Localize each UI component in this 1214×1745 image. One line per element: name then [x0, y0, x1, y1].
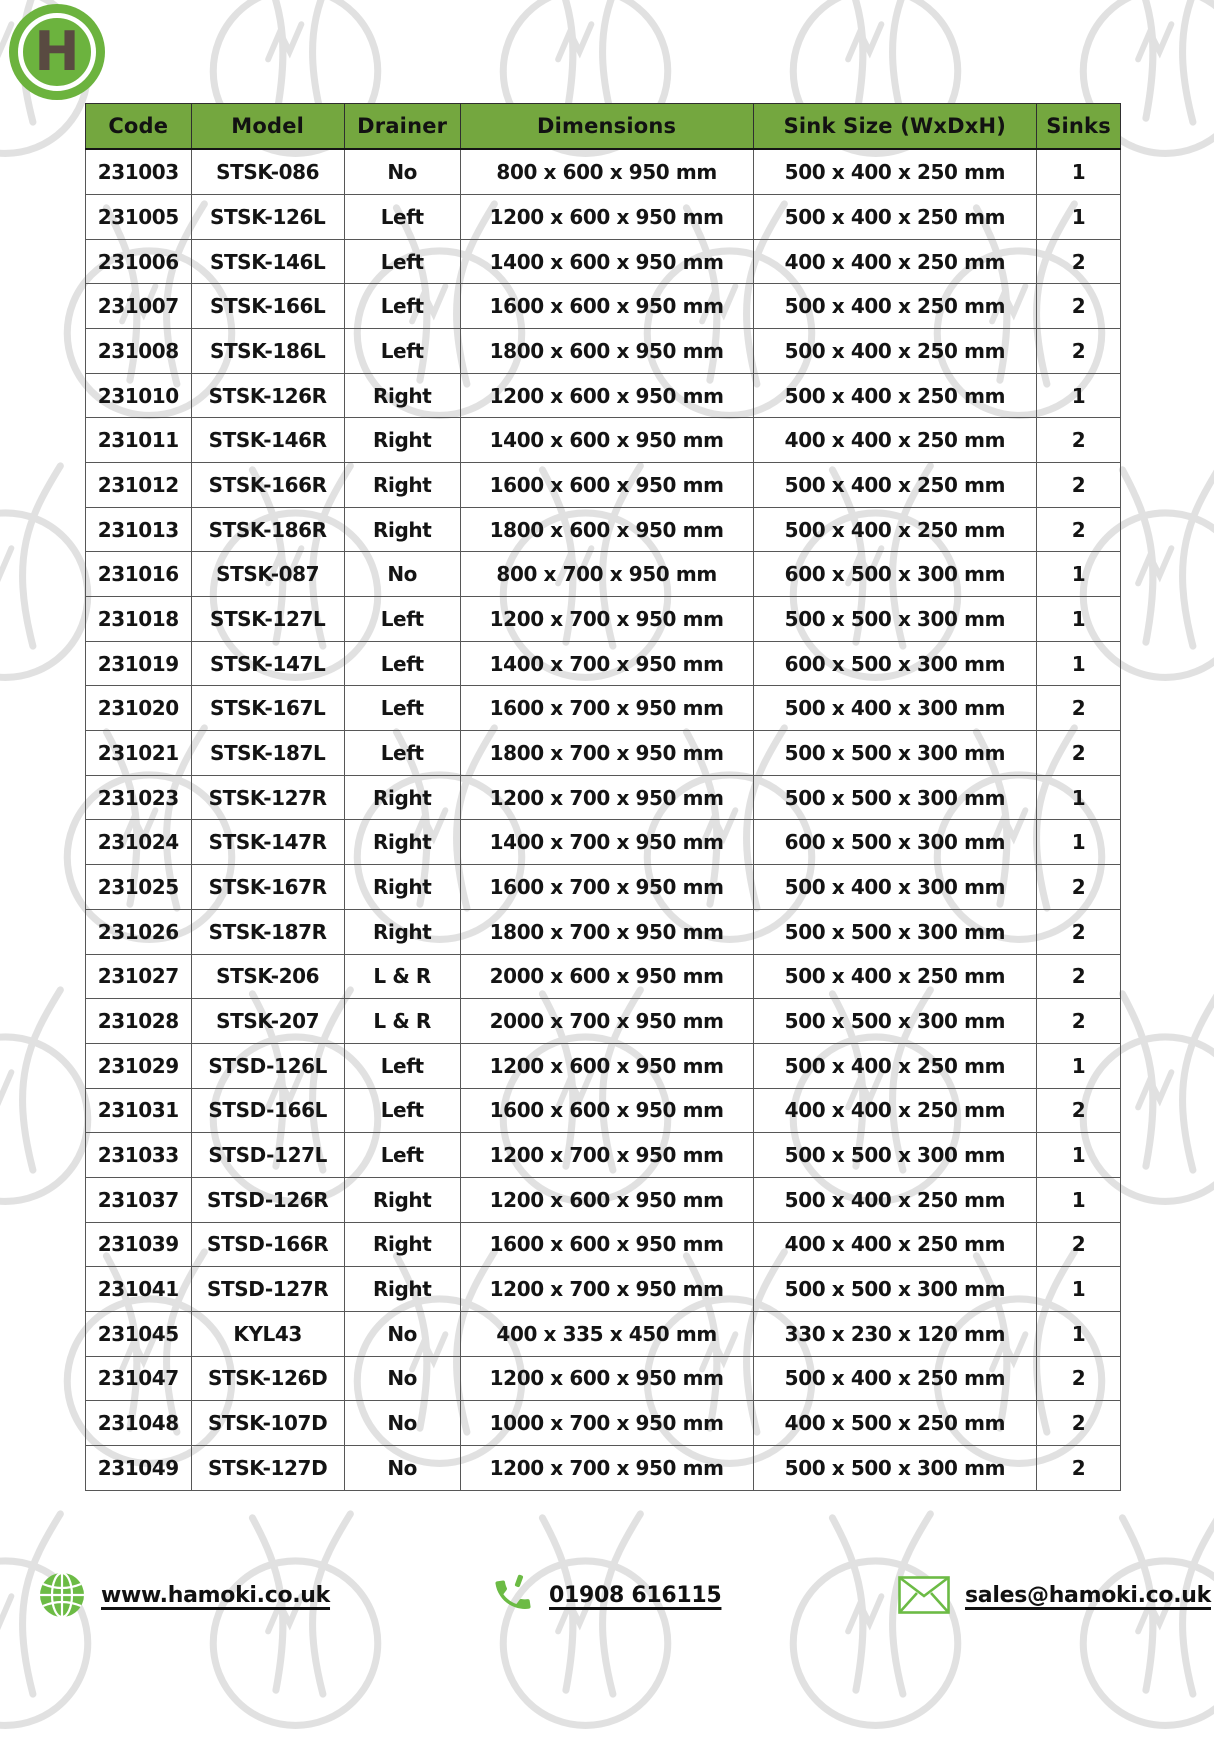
logo-watermark-icon	[1192, 1248, 1214, 1483]
cell-dimensions: 1400 x 600 x 950 mm	[460, 418, 753, 463]
table-row	[86, 463, 1121, 508]
cell-drainer: Left	[344, 329, 460, 374]
cell-code: 231045	[86, 1311, 192, 1356]
table-row	[86, 552, 1121, 597]
cell-dimensions: 400 x 335 x 450 mm	[460, 1311, 753, 1356]
cell-drainer: Left	[344, 686, 460, 731]
cell-model: STSK-166L	[191, 284, 344, 329]
cell-model: STSK-207	[191, 999, 344, 1044]
cell-code: 231010	[86, 373, 192, 418]
cell-sink-size: 500 x 500 x 300 mm	[753, 1133, 1037, 1178]
cell-code: 231018	[86, 597, 192, 642]
cell-model: STSK-126L	[191, 195, 344, 240]
table-row	[86, 641, 1121, 686]
cell-model: STSK-127D	[191, 1445, 344, 1490]
cell-sinks: 1	[1037, 1177, 1121, 1222]
cell-drainer: Right	[344, 418, 460, 463]
cell-dimensions: 1400 x 700 x 950 mm	[460, 641, 753, 686]
cell-model: STSK-086	[191, 149, 344, 195]
cell-drainer: Left	[344, 1133, 460, 1178]
cell-dimensions: 800 x 700 x 950 mm	[460, 552, 753, 597]
cell-drainer: Left	[344, 597, 460, 642]
cell-sinks: 2	[1037, 999, 1121, 1044]
cell-model: STSK-087	[191, 552, 344, 597]
cell-code: 231006	[86, 239, 192, 284]
cell-model: STSD-126L	[191, 1043, 344, 1088]
logo-watermark-icon	[1192, 200, 1214, 435]
cell-model: STSK-126R	[191, 373, 344, 418]
cell-model: STSK-186L	[191, 329, 344, 374]
cell-sink-size: 500 x 400 x 250 mm	[753, 1356, 1037, 1401]
phone-link[interactable]: 01908 616115	[549, 1582, 722, 1608]
cell-sink-size: 500 x 400 x 300 mm	[753, 686, 1037, 731]
cell-sink-size: 500 x 400 x 250 mm	[753, 1177, 1037, 1222]
cell-sinks: 2	[1037, 909, 1121, 954]
cell-dimensions: 1800 x 700 x 950 mm	[460, 731, 753, 776]
cell-sink-size: 500 x 500 x 300 mm	[753, 1267, 1037, 1312]
cell-sinks: 2	[1037, 954, 1121, 999]
cell-dimensions: 1400 x 700 x 950 mm	[460, 820, 753, 865]
logo-letter: H	[34, 19, 80, 83]
cell-dimensions: 1400 x 600 x 950 mm	[460, 239, 753, 284]
cell-drainer: No	[344, 1311, 460, 1356]
cell-dimensions: 1200 x 600 x 950 mm	[460, 373, 753, 418]
table-row	[86, 284, 1121, 329]
cell-sinks: 1	[1037, 195, 1121, 240]
cell-model: STSK-206	[191, 954, 344, 999]
cell-sink-size: 500 x 500 x 300 mm	[753, 1445, 1037, 1490]
cell-model: STSK-147L	[191, 641, 344, 686]
cell-code: 231048	[86, 1401, 192, 1446]
cell-sink-size: 500 x 500 x 300 mm	[753, 731, 1037, 776]
cell-drainer: No	[344, 1401, 460, 1446]
cell-sink-size: 400 x 400 x 250 mm	[753, 418, 1037, 463]
cell-drainer: Right	[344, 775, 460, 820]
cell-dimensions: 1200 x 700 x 950 mm	[460, 1445, 753, 1490]
cell-sink-size: 500 x 500 x 300 mm	[753, 775, 1037, 820]
cell-dimensions: 1200 x 700 x 950 mm	[460, 597, 753, 642]
cell-sinks: 1	[1037, 373, 1121, 418]
cell-sink-size: 500 x 400 x 250 mm	[753, 507, 1037, 552]
cell-dimensions: 1600 x 700 x 950 mm	[460, 686, 753, 731]
cell-code: 231020	[86, 686, 192, 731]
table-row	[86, 418, 1121, 463]
product-table	[85, 103, 1121, 1491]
cell-dimensions: 1200 x 600 x 950 mm	[460, 195, 753, 240]
cell-sinks: 2	[1037, 1445, 1121, 1490]
cell-code: 231033	[86, 1133, 192, 1178]
cell-dimensions: 2000 x 700 x 950 mm	[460, 999, 753, 1044]
cell-dimensions: 1200 x 700 x 950 mm	[460, 775, 753, 820]
logo-watermark-icon	[1048, 1510, 1214, 1745]
cell-model: STSK-146L	[191, 239, 344, 284]
cell-sinks: 1	[1037, 1043, 1121, 1088]
cell-model: STSK-167L	[191, 686, 344, 731]
cell-dimensions: 2000 x 600 x 950 mm	[460, 954, 753, 999]
cell-sink-size: 500 x 400 x 250 mm	[753, 373, 1037, 418]
cell-dimensions: 1200 x 700 x 950 mm	[460, 1267, 753, 1312]
cell-drainer: L & R	[344, 954, 460, 999]
table-row	[86, 909, 1121, 954]
table-row	[86, 820, 1121, 865]
cell-model: STSK-147R	[191, 820, 344, 865]
table-row	[86, 1267, 1121, 1312]
cell-dimensions: 1800 x 700 x 950 mm	[460, 909, 753, 954]
cell-model: STSK-107D	[191, 1401, 344, 1446]
cell-code: 231021	[86, 731, 192, 776]
hamoki-logo	[9, 4, 105, 100]
table-row	[86, 195, 1121, 240]
cell-sink-size: 500 x 500 x 300 mm	[753, 597, 1037, 642]
cell-sinks: 2	[1037, 418, 1121, 463]
cell-sinks: 2	[1037, 686, 1121, 731]
cell-code: 231016	[86, 552, 192, 597]
cell-sinks: 2	[1037, 463, 1121, 508]
cell-drainer: Right	[344, 1177, 460, 1222]
cell-model: STSK-127L	[191, 597, 344, 642]
cell-dimensions: 1000 x 700 x 950 mm	[460, 1401, 753, 1446]
table-row	[86, 1445, 1121, 1490]
cell-sinks: 2	[1037, 1356, 1121, 1401]
cell-drainer: Left	[344, 239, 460, 284]
table-row	[86, 239, 1121, 284]
cell-model: STSD-127R	[191, 1267, 344, 1312]
cell-sinks: 2	[1037, 329, 1121, 374]
table-row	[86, 597, 1121, 642]
cell-sinks: 2	[1037, 1401, 1121, 1446]
table-row	[86, 1177, 1121, 1222]
footer-website	[38, 1567, 330, 1623]
cell-sinks: 1	[1037, 775, 1121, 820]
logo-watermark-icon	[758, 1510, 993, 1745]
cell-sinks: 2	[1037, 1088, 1121, 1133]
cell-drainer: Right	[344, 865, 460, 910]
cell-drainer: No	[344, 1356, 460, 1401]
table-row	[86, 1311, 1121, 1356]
table-row	[86, 731, 1121, 776]
logo-watermark-icon	[0, 1510, 123, 1745]
cell-sinks: 2	[1037, 865, 1121, 910]
cell-model: STSK-186R	[191, 507, 344, 552]
cell-sink-size: 500 x 400 x 250 mm	[753, 954, 1037, 999]
cell-code: 231011	[86, 418, 192, 463]
cell-sink-size: 400 x 400 x 250 mm	[753, 239, 1037, 284]
cell-sinks: 2	[1037, 731, 1121, 776]
col-header-sink-size: Sink Size (WxDxH)	[753, 104, 1037, 150]
cell-code: 231041	[86, 1267, 192, 1312]
cell-code: 231008	[86, 329, 192, 374]
cell-model: STSD-166R	[191, 1222, 344, 1267]
cell-sinks: 1	[1037, 820, 1121, 865]
table-row	[86, 686, 1121, 731]
cell-sinks: 2	[1037, 239, 1121, 284]
table-row	[86, 999, 1121, 1044]
cell-sink-size: 600 x 500 x 300 mm	[753, 641, 1037, 686]
cell-sink-size: 600 x 500 x 300 mm	[753, 820, 1037, 865]
cell-sink-size: 500 x 500 x 300 mm	[753, 999, 1037, 1044]
table-row	[86, 1043, 1121, 1088]
footer-phone	[492, 1567, 721, 1623]
cell-sink-size: 330 x 230 x 120 mm	[753, 1311, 1037, 1356]
cell-sinks: 2	[1037, 1222, 1121, 1267]
col-header-model: Model	[191, 104, 344, 150]
cell-sinks: 2	[1037, 284, 1121, 329]
cell-code: 231029	[86, 1043, 192, 1088]
cell-model: STSK-167R	[191, 865, 344, 910]
cell-code: 231003	[86, 149, 192, 195]
cell-sink-size: 500 x 400 x 250 mm	[753, 329, 1037, 374]
cell-code: 231025	[86, 865, 192, 910]
cell-sink-size: 500 x 400 x 250 mm	[753, 149, 1037, 195]
cell-dimensions: 1800 x 600 x 950 mm	[460, 507, 753, 552]
table-row	[86, 1088, 1121, 1133]
cell-model: STSK-187L	[191, 731, 344, 776]
table-row	[86, 775, 1121, 820]
cell-code: 231037	[86, 1177, 192, 1222]
cell-model: KYL43	[191, 1311, 344, 1356]
cell-code: 231024	[86, 820, 192, 865]
cell-drainer: No	[344, 149, 460, 195]
cell-code: 231049	[86, 1445, 192, 1490]
cell-drainer: Left	[344, 731, 460, 776]
cell-drainer: Left	[344, 195, 460, 240]
cell-sink-size: 500 x 400 x 250 mm	[753, 1043, 1037, 1088]
cell-code: 231026	[86, 909, 192, 954]
table-row	[86, 1401, 1121, 1446]
col-header-drainer: Drainer	[344, 104, 460, 150]
cell-dimensions: 1600 x 700 x 950 mm	[460, 865, 753, 910]
footer-email	[898, 1567, 1211, 1623]
table-row	[86, 1356, 1121, 1401]
cell-drainer: Right	[344, 507, 460, 552]
cell-drainer: Right	[344, 1267, 460, 1312]
cell-sink-size: 400 x 400 x 250 mm	[753, 1222, 1037, 1267]
cell-drainer: Left	[344, 1088, 460, 1133]
cell-code: 231031	[86, 1088, 192, 1133]
cell-sinks: 1	[1037, 1267, 1121, 1312]
cell-drainer: Left	[344, 284, 460, 329]
table-row	[86, 954, 1121, 999]
cell-sink-size: 500 x 400 x 250 mm	[753, 284, 1037, 329]
cell-sink-size: 500 x 500 x 300 mm	[753, 909, 1037, 954]
cell-model: STSD-127L	[191, 1133, 344, 1178]
cell-sinks: 1	[1037, 552, 1121, 597]
cell-dimensions: 1200 x 600 x 950 mm	[460, 1043, 753, 1088]
cell-model: STSK-127R	[191, 775, 344, 820]
table-row	[86, 507, 1121, 552]
cell-code: 231028	[86, 999, 192, 1044]
cell-drainer: Right	[344, 820, 460, 865]
cell-drainer: Left	[344, 1043, 460, 1088]
cell-model: STSK-187R	[191, 909, 344, 954]
cell-sinks: 1	[1037, 1133, 1121, 1178]
cell-code: 231047	[86, 1356, 192, 1401]
cell-drainer: Right	[344, 1222, 460, 1267]
cell-sinks: 1	[1037, 597, 1121, 642]
cell-dimensions: 1200 x 700 x 950 mm	[460, 1133, 753, 1178]
cell-sinks: 1	[1037, 641, 1121, 686]
cell-drainer: Right	[344, 373, 460, 418]
website-link[interactable]: www.hamoki.co.uk	[101, 1582, 331, 1608]
cell-code: 231012	[86, 463, 192, 508]
cell-drainer: Right	[344, 463, 460, 508]
cell-dimensions: 1600 x 600 x 950 mm	[460, 463, 753, 508]
cell-sink-size: 500 x 400 x 300 mm	[753, 865, 1037, 910]
cell-sink-size: 500 x 400 x 250 mm	[753, 195, 1037, 240]
cell-code: 231019	[86, 641, 192, 686]
mail-icon	[898, 1576, 950, 1614]
globe-icon	[38, 1571, 86, 1619]
col-header-sinks: Sinks	[1037, 104, 1121, 150]
cell-drainer: Right	[344, 909, 460, 954]
cell-model: STSD-166L	[191, 1088, 344, 1133]
cell-dimensions: 1800 x 600 x 950 mm	[460, 329, 753, 374]
cell-dimensions: 1600 x 600 x 950 mm	[460, 1088, 753, 1133]
cell-model: STSK-146R	[191, 418, 344, 463]
cell-model: STSK-126D	[191, 1356, 344, 1401]
email-link[interactable]: sales@hamoki.co.uk	[965, 1582, 1211, 1608]
logo-watermark-icon	[1192, 724, 1214, 959]
cell-code: 231013	[86, 507, 192, 552]
table-row	[86, 149, 1121, 195]
cell-model: STSD-126R	[191, 1177, 344, 1222]
cell-code: 231027	[86, 954, 192, 999]
cell-drainer: No	[344, 552, 460, 597]
cell-sinks: 1	[1037, 149, 1121, 195]
table-header-row	[86, 104, 1121, 150]
cell-sinks: 1	[1037, 1311, 1121, 1356]
table-row	[86, 1133, 1121, 1178]
cell-drainer: Left	[344, 641, 460, 686]
cell-code: 231023	[86, 775, 192, 820]
cell-dimensions: 800 x 600 x 950 mm	[460, 149, 753, 195]
phone-icon	[489, 1569, 537, 1620]
cell-drainer: L & R	[344, 999, 460, 1044]
cell-dimensions: 1200 x 600 x 950 mm	[460, 1356, 753, 1401]
cell-dimensions: 1600 x 600 x 950 mm	[460, 1222, 753, 1267]
cell-dimensions: 1600 x 600 x 950 mm	[460, 284, 753, 329]
cell-code: 231005	[86, 195, 192, 240]
table-row	[86, 329, 1121, 374]
cell-sink-size: 400 x 500 x 250 mm	[753, 1401, 1037, 1446]
logo-watermark-icon	[468, 1510, 703, 1745]
logo-watermark-icon	[178, 1510, 413, 1745]
col-header-code: Code	[86, 104, 192, 150]
cell-drainer: No	[344, 1445, 460, 1490]
table-row	[86, 373, 1121, 418]
table-row	[86, 865, 1121, 910]
cell-sink-size: 600 x 500 x 300 mm	[753, 552, 1037, 597]
cell-code: 231007	[86, 284, 192, 329]
cell-sink-size: 400 x 400 x 250 mm	[753, 1088, 1037, 1133]
table-row	[86, 1222, 1121, 1267]
cell-code: 231039	[86, 1222, 192, 1267]
cell-sinks: 2	[1037, 507, 1121, 552]
cell-sink-size: 500 x 400 x 250 mm	[753, 463, 1037, 508]
cell-model: STSK-166R	[191, 463, 344, 508]
col-header-dimensions: Dimensions	[460, 104, 753, 150]
cell-dimensions: 1200 x 600 x 950 mm	[460, 1177, 753, 1222]
